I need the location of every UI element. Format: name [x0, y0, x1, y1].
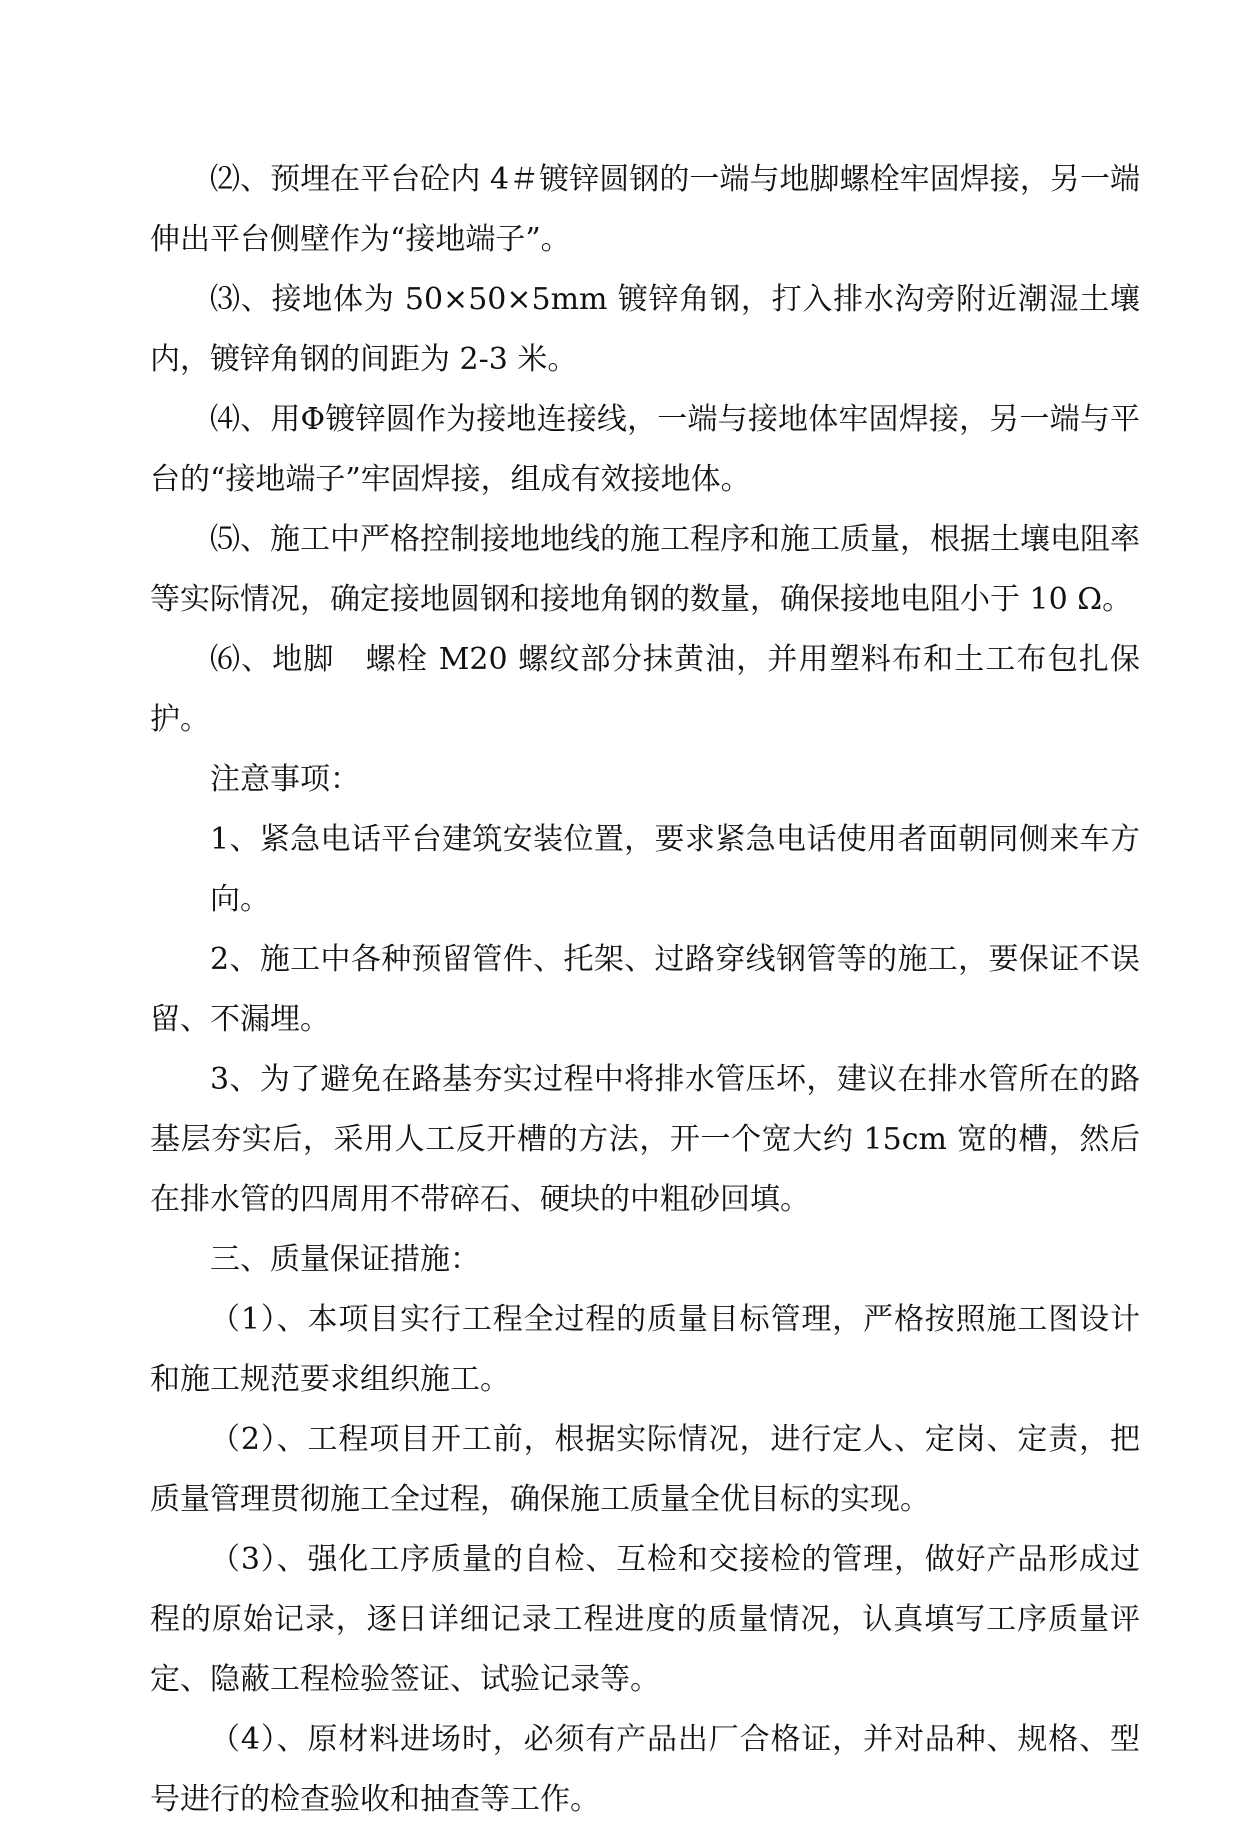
- paragraph-anchor-bolt-protection: ⑹、地脚 螺栓 M20 螺纹部分抹黄油，并用塑料布和土工布包扎保护。: [150, 642, 1140, 737]
- quality-item-3: （3）、强化工序质量的自检、互检和交接检的管理，做好产品形成过程的原始记录，逐日详细记录工程进度的质量情况，认真填写工序质量评定、隐蔽工程检验签证、试验记录等。: [150, 1542, 1140, 1697]
- quality-item-1: （1）、本项目实行工程全过程的质量目标管理，严格按照施工图设计和施工规范要求组织施工。: [150, 1302, 1140, 1397]
- note-item-2: 2、施工中各种预留管件、托架、过路穿线钢管等的施工，要保证不误留、不漏埋。: [150, 942, 1140, 1037]
- note-item-1: 1、紧急电话平台建筑安装位置，要求紧急电话使用者面朝同侧来车方向。: [210, 822, 1140, 917]
- paragraph-grounding-bolt-weld: ⑵、预埋在平台砼内 4＃镀锌圆钢的一端与地脚螺栓牢固焊接，另一端伸出平台侧壁作为“接地端子”。: [150, 162, 1140, 257]
- paragraph-ground-electrode: ⑶、接地体为 50×50×5mm 镀锌角钢，打入排水沟旁附近潮湿土壤内，镀锌角钢的间距为 2-3 米。: [150, 282, 1140, 377]
- heading-notes: 注意事项：: [210, 762, 360, 797]
- paragraph-ground-resistance: ⑸、施工中严格控制接地地线的施工程序和施工质量，根据土壤电阻率等实际情况，确定接地圆钢和接地角钢的数量，确保接地电阻小于 10 Ω。: [150, 522, 1140, 617]
- heading-quality-measures: 三、质量保证措施：: [210, 1242, 480, 1277]
- document-body: [150, 150, 1140, 1830]
- paragraph-ground-connection: ⑷、用Φ镀锌圆作为接地连接线，一端与接地体牢固焊接，另一端与平台的“接地端子”牢固焊接，组成有效接地体。: [150, 402, 1141, 497]
- quality-item-2: （2）、工程项目开工前，根据实际情况，进行定人、定岗、定责，把质量管理贯彻施工全过程，确保施工质量全优目标的实现。: [150, 1422, 1140, 1517]
- note-item-3: 3、为了避免在路基夯实过程中将排水管压坏，建议在排水管所在的路基层夯实后，采用人工反开槽的方法，开一个宽大约 15cm 宽的槽，然后在排水管的四周用不带碎石、硬块的中粗砂回填。: [150, 1062, 1140, 1217]
- quality-item-4: （4）、原材料进场时，必须有产品出厂合格证，并对品种、规格、型号进行的检查验收和抽查等工作。: [150, 1722, 1140, 1817]
